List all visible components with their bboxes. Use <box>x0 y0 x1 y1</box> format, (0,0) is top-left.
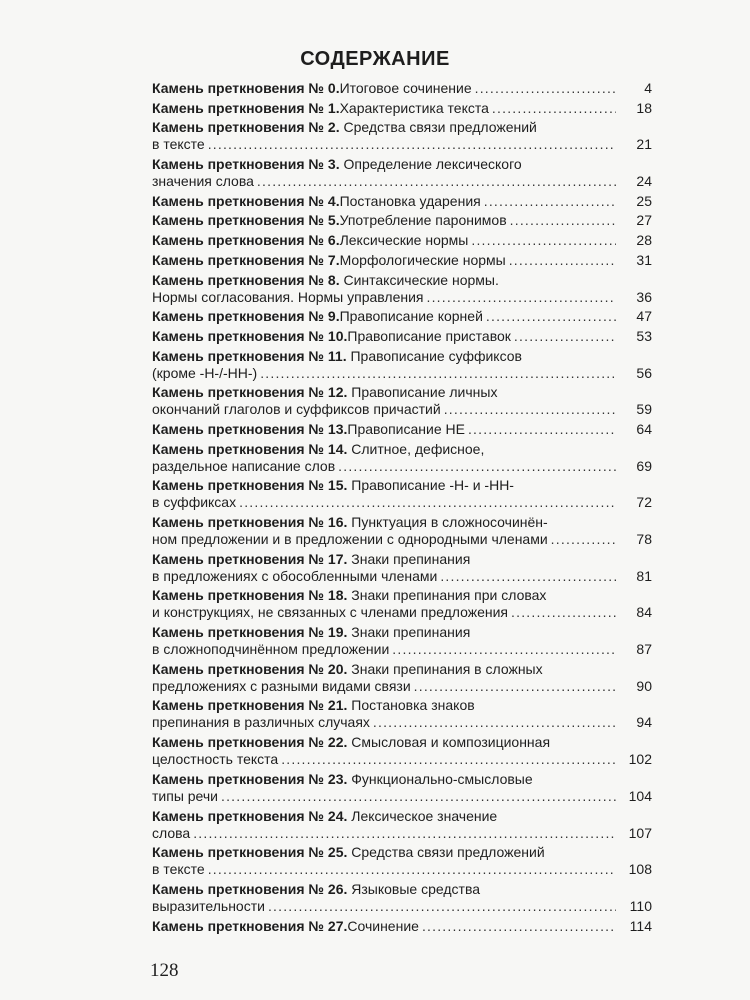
toc-entry-title: Постановка ударения <box>339 192 481 209</box>
toc-entry-title: Функционально-смысловые <box>351 770 533 787</box>
toc-entry-lead: Камень преткновения № 8. <box>152 271 340 288</box>
toc-entry-lead: Камень преткновения № 19. <box>152 624 348 641</box>
toc-entry-lead: Камень преткновения № 21. <box>152 697 348 714</box>
toc-entry-line <box>152 156 652 173</box>
toc-entry-line <box>152 881 652 898</box>
toc-entry-title-cont: Нормы согласования. Нормы управления <box>152 288 424 305</box>
toc-entry-page: 87 <box>636 641 652 658</box>
toc-entry-line <box>152 604 652 621</box>
toc-entry-title: Правописание личных <box>351 384 498 401</box>
toc-entry-page: 24 <box>636 173 652 190</box>
toc-entry-lead: Камень преткновения № 14. <box>152 440 348 457</box>
dot-leader <box>509 252 616 269</box>
toc-entry-line <box>152 119 652 136</box>
toc-entry-line <box>152 328 652 345</box>
toc-entry-title: Знаки препинания при словах <box>351 587 547 604</box>
toc-entry-page: 59 <box>636 401 652 418</box>
toc-entry-title: Средства связи предложений <box>351 844 545 861</box>
toc-entry-title: Постановка знаков <box>351 697 475 714</box>
toc-entry-lead: Камень преткновения № 13. <box>152 420 348 437</box>
toc-entry <box>152 308 652 325</box>
toc-entry-title: Правописание суффиксов <box>350 347 522 364</box>
toc-entry-title: Морфологические нормы <box>339 251 506 268</box>
toc-entry-line <box>152 531 652 548</box>
toc-entry-line <box>152 661 652 678</box>
toc-entry-title-cont: раздельное написание слов <box>152 457 336 474</box>
toc-entry-title-cont: и конструкциях, не связанных с членами предложения <box>152 604 509 621</box>
toc-entry-title: Пунктуация в сложносочинён- <box>351 514 548 530</box>
toc-entry-page: 21 <box>636 136 652 153</box>
toc-entry-lead: Камень преткновения № 17. <box>152 550 348 567</box>
toc-entry-lead: Камень преткновения № 27. <box>152 917 348 934</box>
dot-leader <box>492 100 616 117</box>
toc-entry-lead: Камень преткновения № 2. <box>152 119 340 136</box>
toc-entry-line <box>152 421 652 438</box>
toc-entry-line <box>152 494 652 511</box>
toc-entry <box>152 156 652 190</box>
dot-leader <box>392 641 616 658</box>
toc-entry-lead: Камень преткновения № 11. <box>152 347 347 364</box>
toc-entry <box>152 661 652 695</box>
toc-entry-line <box>152 458 652 475</box>
toc-entry-title-cont: значения слова <box>152 173 254 190</box>
toc-entry-line <box>152 365 652 382</box>
toc-entry <box>152 421 652 438</box>
toc-entry-title: Правописание приставок <box>347 327 511 344</box>
toc-entry-title: Правописание -Н- и -НН- <box>351 477 514 494</box>
toc-entry-page: 107 <box>628 824 652 841</box>
toc-entry-line <box>152 861 652 878</box>
dot-leader <box>440 568 616 585</box>
toc-entry-lead: Камень преткновения № 15. <box>152 477 348 494</box>
toc-entry <box>152 232 652 249</box>
dot-leader <box>281 751 616 768</box>
toc-entry <box>152 697 652 731</box>
dot-leader <box>239 494 616 511</box>
toc-entry-line <box>152 348 652 365</box>
toc-entry-title: Итоговое сочинение <box>339 80 472 96</box>
toc-entry-line <box>152 136 652 153</box>
toc-entry-line <box>152 678 652 695</box>
toc-entry-line <box>152 212 652 229</box>
toc-entry-title-cont: окончаний глаголов и суффиксов причастий <box>152 401 441 418</box>
toc-entry-title: Слитное, дефисное, <box>351 440 485 457</box>
page-number: 128 <box>150 960 179 981</box>
toc-entry-line <box>152 771 652 788</box>
toc-entry-title-cont: типы речи <box>152 787 218 804</box>
toc-entry-line <box>152 232 652 249</box>
toc-entry-line <box>152 734 652 751</box>
dot-leader <box>510 212 616 229</box>
toc-entry-title-cont: в предложениях с обособленными членами <box>152 567 438 584</box>
toc-entry <box>152 348 652 382</box>
dot-leader <box>338 458 616 475</box>
toc-entry-line <box>152 401 652 418</box>
toc-entry-title-cont: в суффиксах <box>152 494 237 511</box>
toc-entry <box>152 918 652 935</box>
toc-entry-title: Синтаксические нормы. <box>343 271 499 288</box>
toc-entry-page: 84 <box>636 604 652 621</box>
toc-entry-title: Средства связи предложений <box>343 119 537 136</box>
toc-entry-page: 102 <box>628 751 652 768</box>
toc-entry-title: Языковые средства <box>351 880 481 897</box>
toc-entry-line <box>152 808 652 825</box>
toc-entry-title-cont: ном предложении и в предложении с однородными членами <box>152 531 548 547</box>
dot-leader <box>268 898 616 915</box>
toc-entry-line <box>152 173 652 190</box>
toc-entry <box>152 587 652 621</box>
toc-entry-line <box>152 825 652 842</box>
dot-leader <box>475 80 616 97</box>
toc-entry <box>152 119 652 153</box>
toc-entry-lead: Камень преткновения № 3. <box>152 156 340 173</box>
toc-entry <box>152 551 652 585</box>
toc-entry-title-cont: слова <box>152 824 191 841</box>
toc-entry-page: 28 <box>636 232 652 249</box>
toc-entry-title: Знаки препинания в сложных <box>351 660 543 677</box>
toc-entry-line <box>152 308 652 325</box>
toc-entry <box>152 441 652 475</box>
toc-entry-lead: Камень преткновения № 4. <box>152 192 340 209</box>
toc-entry-line <box>152 788 652 805</box>
toc-entry-page: 108 <box>628 861 652 878</box>
toc-entry-title: Употребление паронимов <box>339 212 507 229</box>
dot-leader <box>208 136 616 153</box>
toc-entry-lead: Камень преткновения № 25. <box>152 844 348 861</box>
toc-entry <box>152 477 652 511</box>
toc-entry <box>152 771 652 805</box>
toc-entry-line <box>152 514 652 531</box>
toc-entry-page: 94 <box>636 714 652 731</box>
toc-entry-lead: Камень преткновения № 0. <box>152 80 340 96</box>
dot-leader <box>514 328 616 345</box>
dot-leader <box>511 604 616 621</box>
toc-entry-page: 56 <box>636 364 652 381</box>
toc-entry-title-cont: выразительности <box>152 897 265 914</box>
dot-leader <box>260 365 616 382</box>
toc-entry-line <box>152 587 652 604</box>
toc-entry-page: 4 <box>644 80 652 96</box>
toc-entry-line <box>152 641 652 658</box>
toc-entry-line <box>152 697 652 714</box>
toc-entry-title: Лексические нормы <box>339 232 469 249</box>
toc-entry <box>152 514 652 548</box>
toc-entry-page: 72 <box>636 494 652 511</box>
toc-entry-title: Правописание НЕ <box>347 420 465 437</box>
toc-entry-line <box>152 477 652 494</box>
dot-leader <box>468 421 616 438</box>
toc-entry-title-cont: предложениях с разными видами связи <box>152 677 411 694</box>
toc-entry-page: 69 <box>636 457 652 474</box>
dot-leader <box>427 289 617 306</box>
toc-entry-page: 18 <box>636 99 652 116</box>
toc-entry-title: Лексическое значение <box>351 807 498 824</box>
dot-leader <box>484 193 616 210</box>
toc-entry <box>152 80 652 97</box>
toc-entry <box>152 624 652 658</box>
toc-entry-line <box>152 714 652 731</box>
toc-entry-title: Знаки препинания <box>351 550 471 567</box>
dot-leader <box>193 825 616 842</box>
toc-entry-page: 27 <box>636 212 652 229</box>
toc-entry-title-cont: в сложноподчинённом предложении <box>152 641 390 658</box>
toc-entry-line <box>152 384 652 401</box>
toc-entry-line <box>152 844 652 861</box>
toc-entry-line <box>152 624 652 641</box>
toc-entry <box>152 212 652 229</box>
toc-entry <box>152 384 652 418</box>
toc-entry-line <box>152 100 652 117</box>
toc-entry-lead: Камень преткновения № 22. <box>152 734 348 751</box>
toc-entry-page: 31 <box>636 251 652 268</box>
toc-entry-lead: Камень преткновения № 5. <box>152 212 340 229</box>
toc-entry-title-cont: целостность текста <box>152 751 279 768</box>
dot-leader <box>471 232 616 249</box>
toc-entry-lead: Камень преткновения № 9. <box>152 308 340 325</box>
toc-entry-title-cont: в тексте <box>152 861 205 878</box>
toc-entry-page: 25 <box>636 192 652 209</box>
toc-entry <box>152 844 652 878</box>
toc-entry-title: Характеристика текста <box>339 99 489 116</box>
toc-entry <box>152 100 652 117</box>
toc-entry-page: 78 <box>636 531 652 547</box>
toc-entry-page: 36 <box>636 288 652 305</box>
toc-entry-line <box>152 252 652 269</box>
table-of-contents <box>152 80 652 937</box>
toc-entry-page: 114 <box>629 917 652 934</box>
toc-entry-lead: Камень преткновения № 1. <box>152 99 340 116</box>
toc-entry <box>152 881 652 915</box>
toc-entry-line <box>152 441 652 458</box>
toc-entry-lead: Камень преткновения № 20. <box>152 660 348 677</box>
toc-entry-page: 81 <box>636 567 652 584</box>
toc-entry <box>152 734 652 768</box>
dot-leader <box>221 788 616 805</box>
toc-entry <box>152 328 652 345</box>
dot-leader <box>444 401 616 418</box>
toc-entry-page: 104 <box>628 787 652 804</box>
toc-entry-lead: Камень преткновения № 7. <box>152 251 340 268</box>
dot-leader <box>414 678 616 695</box>
dot-leader <box>486 308 616 325</box>
toc-entry-title-cont: препинания в различных случаях <box>152 714 370 731</box>
toc-entry-line <box>152 289 652 306</box>
toc-entry-line <box>152 751 652 768</box>
dot-leader <box>208 861 616 878</box>
toc-entry-title-cont: (кроме -Н-/-НН-) <box>152 364 258 381</box>
page-title: СОДЕРЖАНИЕ <box>300 48 450 70</box>
toc-entry <box>152 252 652 269</box>
toc-entry <box>152 808 652 842</box>
toc-entry-lead: Камень преткновения № 18. <box>152 587 348 604</box>
toc-entry-title: Смысловая и композиционная <box>351 734 551 751</box>
toc-entry-lead: Камень преткновения № 10. <box>152 327 348 344</box>
toc-entry-line <box>152 80 652 97</box>
dot-leader <box>257 173 616 190</box>
toc-entry-page: 53 <box>636 327 652 344</box>
toc-entry-page: 90 <box>636 677 652 694</box>
toc-entry-lead: Камень преткновения № 16. <box>152 514 348 530</box>
toc-entry <box>152 193 652 210</box>
toc-entry-line <box>152 568 652 585</box>
dot-leader <box>373 714 616 731</box>
toc-entry-title: Правописание корней <box>339 308 483 325</box>
dot-leader <box>551 531 616 548</box>
toc-entry-line <box>152 898 652 915</box>
toc-entry-title: Знаки препинания <box>351 624 471 641</box>
toc-entry-line <box>152 918 652 935</box>
toc-entry-page: 110 <box>629 897 652 914</box>
dot-leader <box>422 918 616 935</box>
toc-entry <box>152 272 652 306</box>
toc-entry-lead: Камень преткновения № 6. <box>152 232 340 249</box>
toc-entry-lead: Камень преткновения № 26. <box>152 880 348 897</box>
toc-entry-page: 47 <box>636 308 652 325</box>
toc-entry-title: Сочинение <box>347 917 419 934</box>
toc-entry-title-cont: в тексте <box>152 136 205 153</box>
toc-entry-title: Определение лексического <box>343 156 522 173</box>
toc-entry-page: 64 <box>636 420 652 437</box>
toc-entry-lead: Камень преткновения № 24. <box>152 807 348 824</box>
toc-entry-lead: Камень преткновения № 12. <box>152 384 348 401</box>
toc-entry-line <box>152 551 652 568</box>
toc-entry-lead: Камень преткновения № 23. <box>152 770 348 787</box>
toc-entry-line <box>152 272 652 289</box>
toc-entry-line <box>152 193 652 210</box>
